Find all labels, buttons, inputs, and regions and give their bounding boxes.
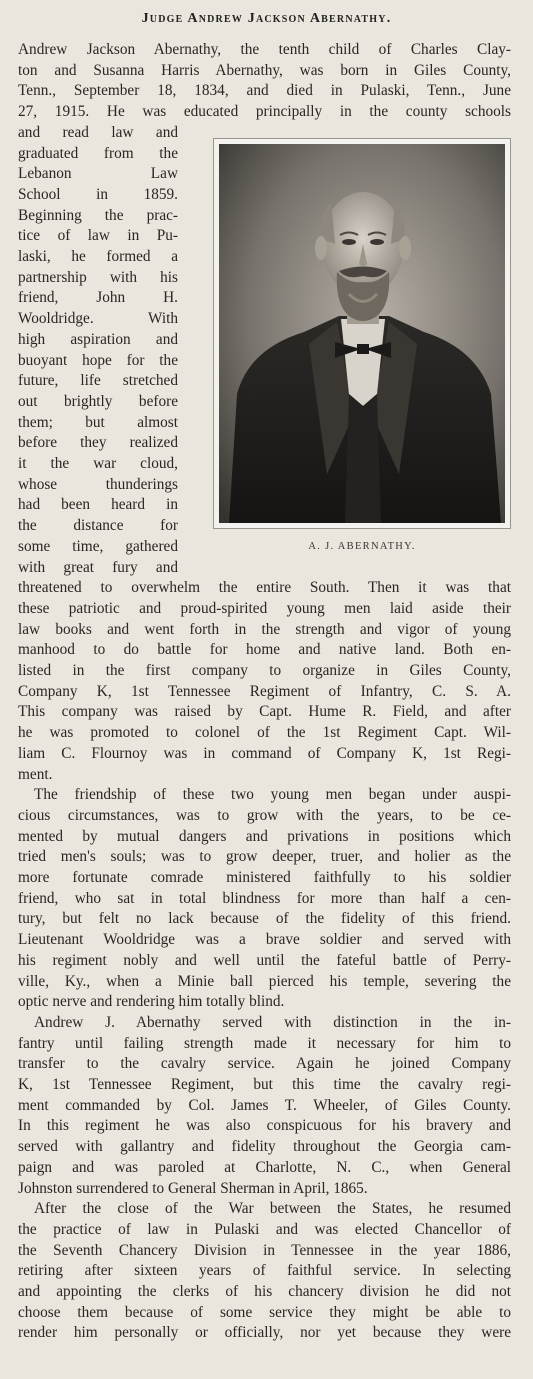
text-line: partnership with his	[18, 268, 178, 286]
text-line: ton and Susanna Harris Abernathy, was born in Giles County,	[18, 61, 511, 79]
text-line: After the close of the War between the States, he resumed	[34, 1200, 511, 1218]
text-line: Andrew Jackson Abernathy, the tenth child of Charles Clay-	[18, 41, 511, 58]
text-line: Andrew J. Abernathy served with distinction in the in-	[34, 1013, 511, 1031]
text-line: graduated from the	[18, 144, 178, 162]
text-line: The friendship of these two young men began under auspi-	[34, 786, 511, 804]
text-line: them; but almost	[18, 413, 178, 431]
text-line: he was promoted to colonel of the 1st Regiment Capt. Wil-	[18, 724, 511, 742]
text-line: Tenn., September 18, 1834, and died in Pulaski, Tenn., June	[18, 82, 511, 100]
text-line: mented by mutual dangers and privations in positions which	[18, 827, 511, 845]
text-line: Lieutenant Wooldridge was a brave soldier and served with	[18, 931, 511, 949]
text-line: law books and went forth in the strength and vigor of young	[18, 620, 511, 638]
text-line: the Seventh Chancery Division in Tennessee in the year 1886,	[18, 1241, 511, 1259]
text-line: high aspiration and	[18, 330, 178, 348]
text-line: threatened to overwhelm the entire South. Then it was that	[18, 579, 511, 597]
text-line: buoyant hope for the	[18, 351, 178, 369]
text-line: friend, who sat in total blindness for more than half a cen-	[18, 889, 511, 907]
text-line: laski, he formed a	[18, 248, 178, 265]
text-line: render him personally or officially, nor yet because they were	[18, 1324, 511, 1342]
text-line: served with gallantry and fidelity throughout the Georgia cam-	[18, 1138, 511, 1156]
text-line: tice of law in Pu-	[18, 227, 178, 245]
text-line: it the war cloud,	[18, 455, 178, 472]
text-line: paign and was paroled at Charlotte, N. C., when General	[18, 1158, 511, 1176]
text-line: This company was raised by Capt. Hume R. Field, and after	[18, 703, 511, 721]
text-line: tury, but felt no lack because of the fidelity of this friend.	[18, 910, 511, 928]
text-line: whose thunderings	[18, 475, 178, 493]
text-line: transfer to the cavalry service. Again he joined Company	[18, 1055, 511, 1073]
text-line: ment.	[18, 765, 53, 783]
text-line: and appointing the clerks of his chancery division he did not	[18, 1283, 511, 1300]
text-line: had been heard in	[18, 496, 178, 514]
text-line: tried men's souls; was to grow deeper, truer, and holier as the	[18, 848, 511, 866]
text-line: and read law and	[18, 123, 178, 141]
text-line: before they realized	[18, 434, 178, 452]
text-line: these patriotic and proud-spirited young men laid aside their	[18, 599, 511, 617]
text-line: Wooldridge. With	[18, 310, 178, 328]
text-line: In this regiment he was also conspicuous for his bravery and	[18, 1117, 511, 1135]
text-line: the distance for	[18, 517, 178, 535]
text-line: out brightly before	[18, 392, 178, 410]
portrait-photo	[219, 144, 505, 523]
text-line: listed in the first company to organize in Giles County,	[18, 662, 511, 679]
text-line: with great fury and	[18, 558, 178, 576]
text-line: friend, John H.	[18, 289, 178, 307]
text-line: K, 1st Tennessee Regiment, but this time the cavalry regi-	[18, 1076, 511, 1093]
text-line: liam C. Flournoy was in command of Company K, 1st Regi-	[18, 744, 511, 762]
text-line: his regiment nobly and well until the fateful battle of Perry-	[18, 951, 511, 969]
text-line: Company K, 1st Tennessee Regiment of Infantry, C. S. A.	[18, 682, 511, 700]
text-line: fantry until failing strength made it necessary for him to	[18, 1034, 511, 1052]
text-line: some time, gathered	[18, 537, 178, 555]
page-title: Judge Andrew Jackson Abernathy.	[141, 11, 392, 26]
text-line: cious circumstances, was to grow with the years, to be ce-	[18, 806, 511, 824]
text-line: ville, Ky., when a Minie ball pierced his temple, severing the	[18, 972, 511, 990]
text-line: more fortunate comrade ministered faithfully to his soldier	[18, 869, 511, 886]
portrait-caption: A. J. ABERNATHY.	[308, 541, 416, 552]
text-line: ment commanded by Col. James T. Wheeler, of Giles County.	[18, 1096, 511, 1114]
text-line: retiring after sixteen years of faithful service. In selecting	[18, 1262, 511, 1280]
text-line: Johnston surrendered to General Sherman in April, 1865.	[18, 1179, 368, 1197]
text-line: Beginning the prac-	[18, 206, 178, 224]
text-line: manhood to do battle for home and native land. Both en-	[18, 641, 511, 659]
portrait-frame	[213, 138, 511, 529]
text-line: Lebanon Law	[18, 165, 178, 183]
text-line: the practice of law in Pulaski and was elected Chancellor of	[18, 1220, 511, 1238]
text-line: choose them because of some service they might be able to	[18, 1303, 511, 1321]
text-line: future, life stretched	[18, 372, 178, 390]
text-line: 27, 1915. He was educated principally in the county schools	[18, 103, 511, 121]
text-line: School in 1859.	[18, 185, 178, 203]
text-line: optic nerve and rendering him totally blind.	[18, 993, 285, 1011]
